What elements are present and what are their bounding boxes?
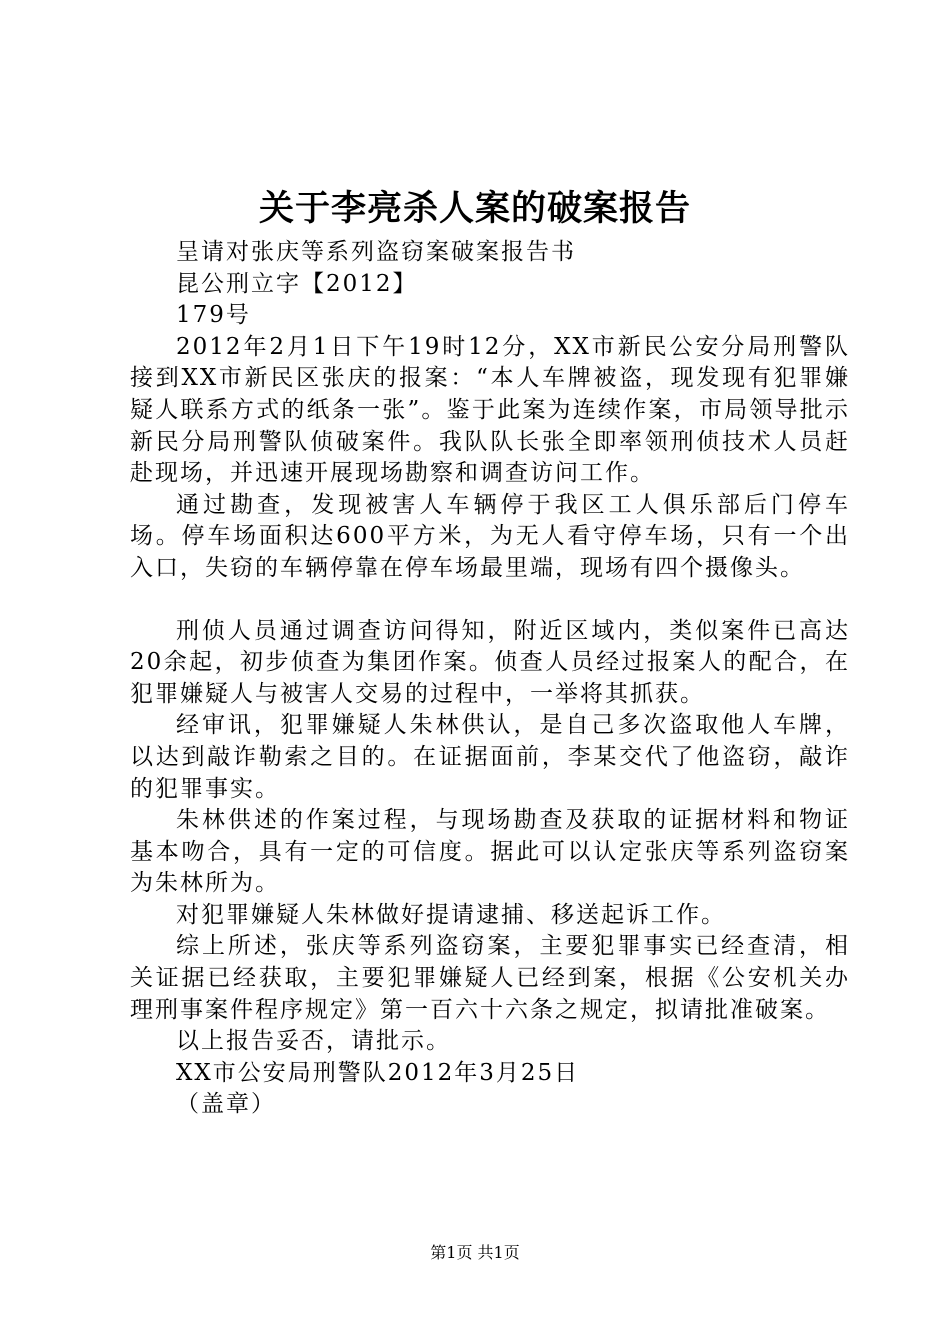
paragraph-case-number: 179号: [176, 302, 251, 329]
paragraph-summary: 综上所述，张庆等系列盗窃案，主要犯罪事实已经查清，相关证据已经获取，主要犯罪嫌疑人已经到案，根据《公安机关办理刑事案件程序规定》第一百六十六条之规定，拟请批准破案。: [130, 933, 850, 1023]
paragraph-seal: （盖章）: [176, 1091, 276, 1118]
document-title: 关于李亮杀人案的破案报告: [258, 188, 691, 229]
paragraph-confession: 朱林供述的作案过程，与现场勘查及获取的证据材料和物证基本吻合，具有一定的可信度。据此可以认定张庆等系列盗窃案为朱林所为。: [130, 807, 850, 897]
paragraph-interrogation: 经审讯，犯罪嫌疑人朱林供认，是自己多次盗取他人车牌，以达到敲诈勒索之目的。在证据面前，李某交代了他盗窃，敲诈的犯罪事实。: [130, 712, 850, 802]
paragraph-case-code: 昆公刑立字【2012】: [176, 270, 418, 297]
paragraph-request: 以上报告妥否，请批示。: [176, 1028, 451, 1055]
document-body: [130, 237, 850, 1121]
paragraph-prosecution: 对犯罪嫌疑人朱林做好提请逮捕、移送起诉工作。: [176, 901, 726, 928]
page-footer: 第1页 共1页: [430, 1243, 520, 1262]
paragraph-site-survey: 通过勘查，发现被害人车辆停于我区工人俱乐部后门停车场。停车场面积达600平方米，为无人看守停车场，只有一个出入口，失窃的车辆停靠在停车场最里端，现场有四个摄像头。: [130, 491, 850, 581]
paragraph-report-heading: 呈请对张庆等系列盗窃案破案报告书: [176, 239, 576, 265]
paragraph-report-received: 2012年2月1日下午19时12分，XX市新民公安分局刑警队接到XX市新民区张庆的报案：“本人车牌被盗，现发现有犯罪嫌疑人联系方式的纸条一张”。鉴于此案为连续作案，市局领导批示新民分局刑警队侦破案件。我队队长张全即率领刑侦技术人员赶赴现场，并迅速开展现场勘察和调查访问工作。: [130, 333, 850, 487]
paragraph-signature-date: XX市公安局刑警队2012年3月25日: [176, 1059, 580, 1086]
paragraph-investigation: 刑侦人员通过调查访问得知，附近区域内，类似案件已高达20余起，初步侦查为集团作案。侦查人员经过报案人的配合，在犯罪嫌疑人与被害人交易的过程中，一举将其抓获。: [130, 617, 850, 707]
